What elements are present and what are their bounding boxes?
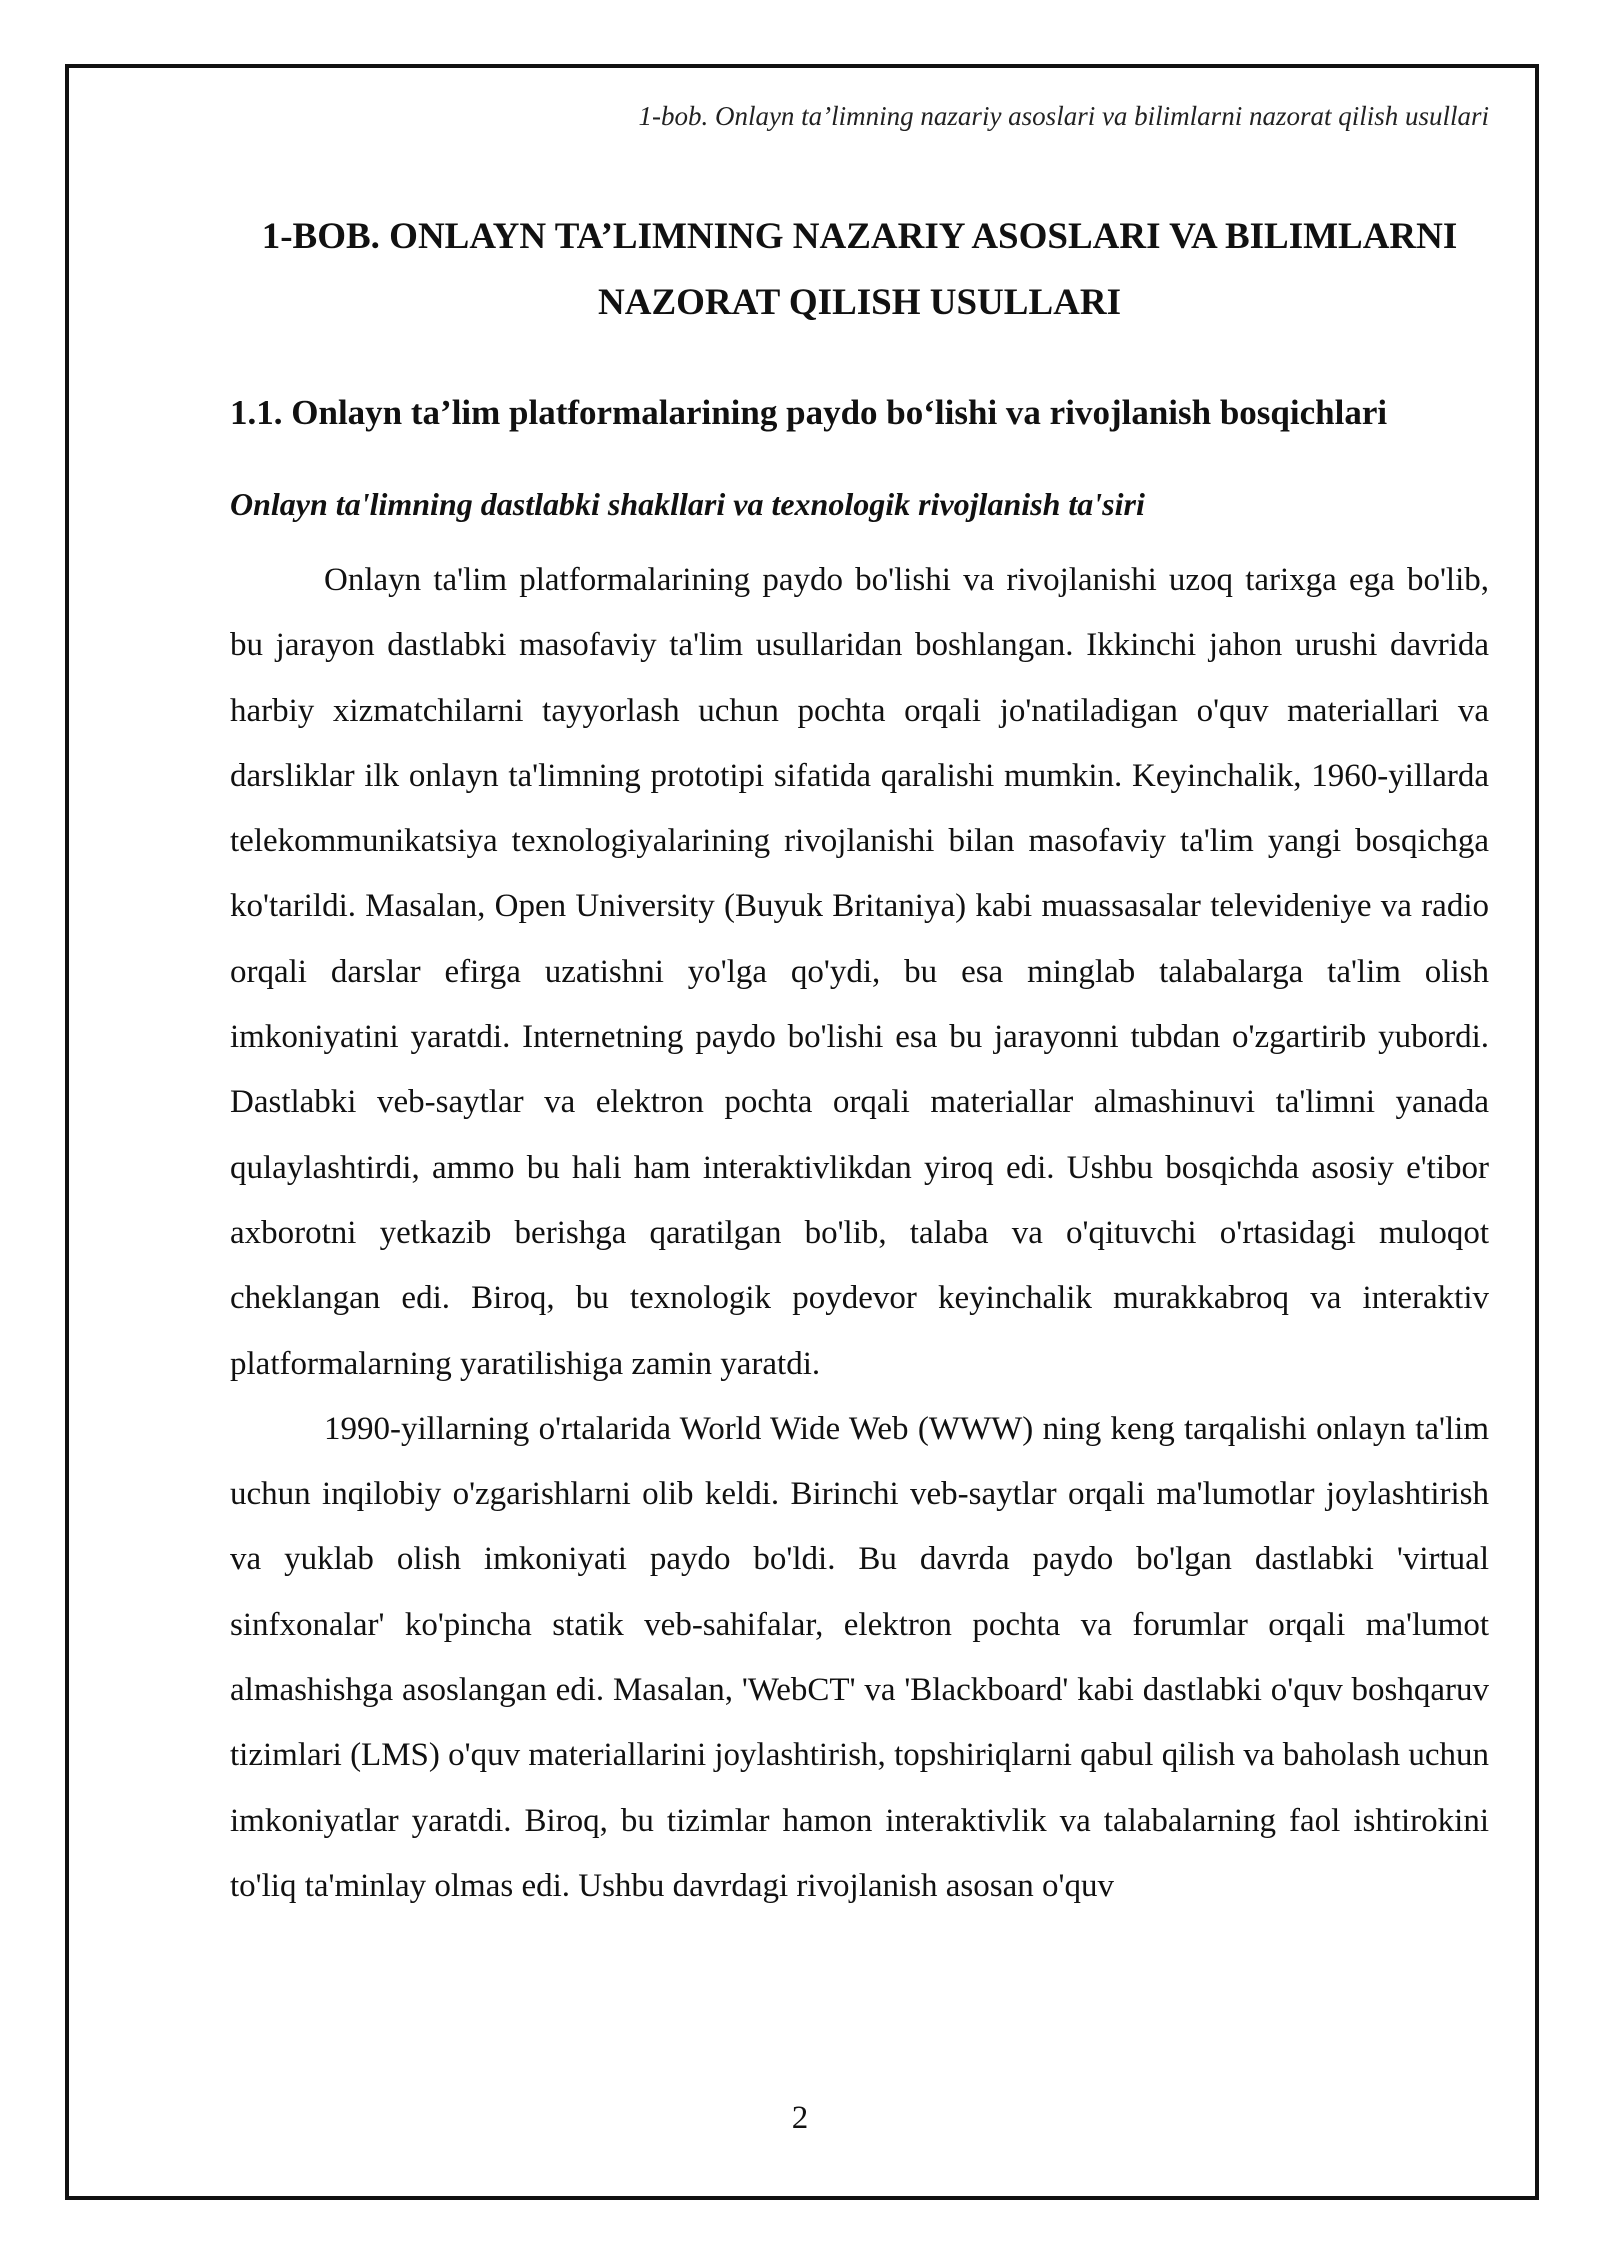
page-number: 2	[791, 2100, 809, 2136]
running-header: 1-bob. Onlayn ta’limning nazariy asoslari va bilimlarni nazorat qilish usullari	[638, 101, 1489, 131]
paragraph: 1990-yillarning o'rtalarida World Wide Web (WWW) ning keng tarqalishi onlayn ta'lim uchun inqilobiy o'zgarishlarni olib keldi. Birinchi veb-saytlar orqali ma'lumotlar joylashtirish va yuklab olish imkoniyati paydo bo'ldi. Bu davrda paydo bo'lgan dastlabki 'virtual sinfxonalar' ko'pincha statik veb-sahifalar, elektron pochta va forumlar orqali ma'lumot almashishga asoslangan edi. Masalan, 'WebCT' va 'Blackboard' kabi dastlabki o'quv boshqaruv tizimlari (LMS) o'quv materiallarini joylashtirish, topshiriqlarni qabul qilish va baholash uchun imkoniyatlar yaratdi. Biroq, bu tizimlar hamon interaktivlik va talabalarning faol ishtirokini to'liq ta'minlay olmas edi. Ushbu davrdagi rivojlanish asosan o'quv	[230, 1410, 1489, 1904]
subsection-title: Onlayn ta'limning dastlabki shakllari va texnologik rivojlanish ta'siri	[230, 486, 1145, 522]
chapter-title-line-2: NAZORAT QILISH USULLARI	[598, 282, 1121, 323]
chapter-title-line-1: 1-BOB. ONLAYN TA’LIMNING NAZARIY ASOSLARI VA BILIMLARNI	[261, 216, 1458, 257]
chapter-title	[230, 204, 1489, 336]
section-title: 1.1. Onlayn ta’lim platformalarining paydo bo‘lishi va rivojlanish bosqichlari	[230, 393, 1388, 432]
paragraph: Onlayn ta'lim platformalarining paydo bo'lishi va rivojlanishi uzoq tarixga ega bo'lib, bu jarayon dastlabki masofaviy ta'lim usullaridan boshlangan. Ikkinchi jahon urushi davrida harbiy xizmatchilarni tayyorlash uchun pochta orqali jo'natiladigan o'quv materiallari va darsliklar ilk onlayn ta'limning prototipi sifatida qaralishi mumkin. Keyinchalik, 1960-yillarda telekommunikatsiya texnologiyalarining rivojlanishi bilan masofaviy ta'lim yangi bosqichga ko'tarildi. Masalan, Open University (Buyuk Britaniya) kabi muassasalar televideniye va radio orqali darslar efirga uzatishni yo'lga qo'ydi, bu esa minglab talabalarga ta'lim olish imkoniyatini yaratdi. Internetning paydo bo'lishi esa bu jarayonni tubdan o'zgartirib yubordi. Dastlabki veb-saytlar va elektron pochta orqali materiallar almashinuvi ta'limni yanada qulaylashtirdi, ammo bu hali ham interaktivlikdan yiroq edi. Ushbu bosqichda asosiy e'tibor axborotni yetkazib berishga qaratilgan bo'lib, talaba va o'qituvchi o'rtasidagi muloqot cheklangan edi. Biroq, bu texnologik poydevor keyinchalik murakkabroq va interaktiv platformalarning yaratilishiga zamin yaratdi.	[230, 562, 1489, 1382]
body-text	[230, 548, 1489, 1919]
